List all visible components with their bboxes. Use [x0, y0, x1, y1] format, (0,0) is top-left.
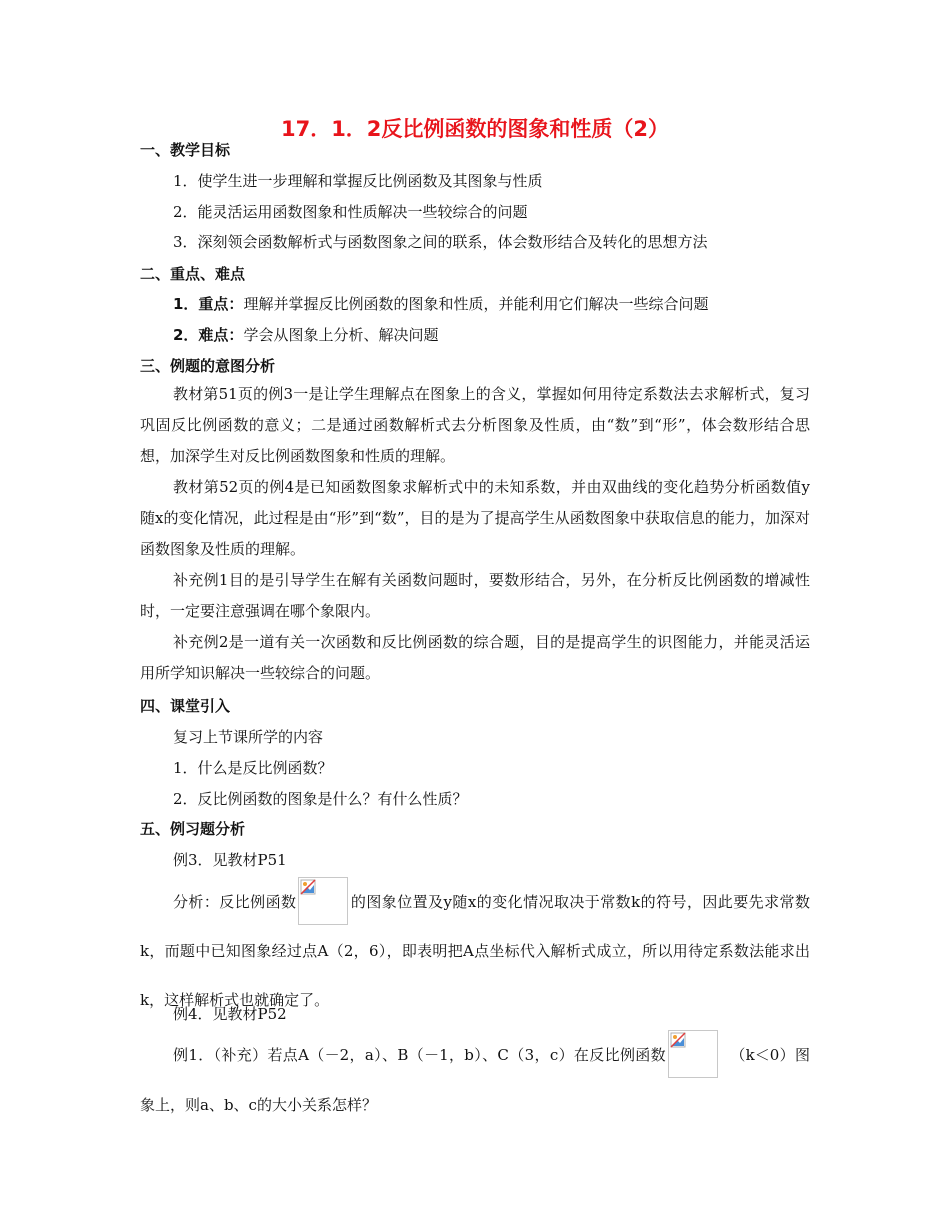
intent-paragraph-2: 教材第52页的例4是已知函数图象求解析式中的未知系数，并由双曲线的变化趋势分析函数值y随x的变化情况，此过程是由“形”到“数”，目的是为了提高学生从函数图象中获取信息的能力，加深对函数图象及性质的理解。	[140, 478, 810, 558]
key-point-label: 1．重点：	[173, 295, 244, 313]
formula-image-icon	[668, 1030, 718, 1078]
intent-paragraph-4: 补充例2是一道有关一次函数和反比例函数的综合题，目的是提高学生的识图能力，并能灵活运用所学知识解决一些较综合的问题。	[140, 633, 810, 682]
intro-text: 复习上节课所学的内容	[173, 728, 324, 746]
analysis-text-rest: 的图象位置及y随x的变化情况取决于常数k的符号，因此要先求常数k，而题中已知图象经过点A（2，6），即表明把A点坐标代入解析式成立，所以用待定系数法能求出k，这样解析式也就确定了。	[140, 893, 810, 1009]
section-heading-introduction: 四、课堂引入	[140, 697, 231, 715]
example-1-supplement	[140, 1030, 810, 1130]
difficulty-text: 学会从图象上分析、解决问题	[243, 326, 439, 344]
example-4-ref: 例4．见教材P52	[173, 1005, 287, 1023]
intro-question: 1．什么是反比例函数？	[173, 759, 333, 777]
section-heading-examples: 五、例习题分析	[140, 820, 246, 838]
intent-paragraph-1: 教材第51页的例3一是让学生理解点在图象上的含义，掌握如何用待定系数法去求解析式，复习巩固反比例函数的意义；二是通过函数解析式去分析图象及性质，由“数”到“形”，体会数形结合思想，加深学生对反比例函数图象和性质的理解。	[140, 385, 810, 465]
intro-question: 2．反比例函数的图象是什么？有什么性质？	[173, 790, 468, 808]
key-point-text: 理解并掌握反比例函数的图象和性质，并能利用它们解决一些综合问题	[243, 295, 709, 313]
page-title: 17．1．2反比例函数的图象和性质（2）	[280, 117, 670, 141]
objective-item: 1．使学生进一步理解和掌握反比例函数及其图象与性质	[173, 172, 543, 190]
objective-item: 3．深刻领会函数解析式与函数图象之间的联系，体会数形结合及转化的思想方法	[173, 233, 708, 251]
section-heading-objectives: 一、教学目标	[140, 141, 231, 159]
section-heading-key-points: 二、重点、难点	[140, 265, 246, 283]
analysis-text-start: 分析：反比例函数	[173, 893, 297, 911]
section-heading-intent: 三、例题的意图分析	[140, 357, 276, 375]
difficulty-line	[173, 324, 853, 345]
formula-image-icon	[298, 877, 348, 925]
example-1-text-rest: （k＜0）图象上，则a、b、c的大小关系怎样？	[140, 1046, 810, 1114]
intent-paragraph-3: 补充例1目的是引导学生在解有关函数问题时，要数形结合，另外，在分析反比例函数的增减性时，一定要注意强调在哪个象限内。	[140, 571, 810, 620]
objective-item: 2．能灵活运用函数图象和性质解决一些较综合的问题	[173, 203, 528, 221]
key-point-line	[173, 293, 853, 314]
difficulty-label: 2．难点：	[173, 326, 244, 344]
example-1-text-start: 例1．（补充）若点A（－2，a）、B（－1，b）、C（3，c）在反比例函数	[173, 1046, 666, 1064]
example-3-ref: 例3．见教材P51	[173, 851, 287, 869]
